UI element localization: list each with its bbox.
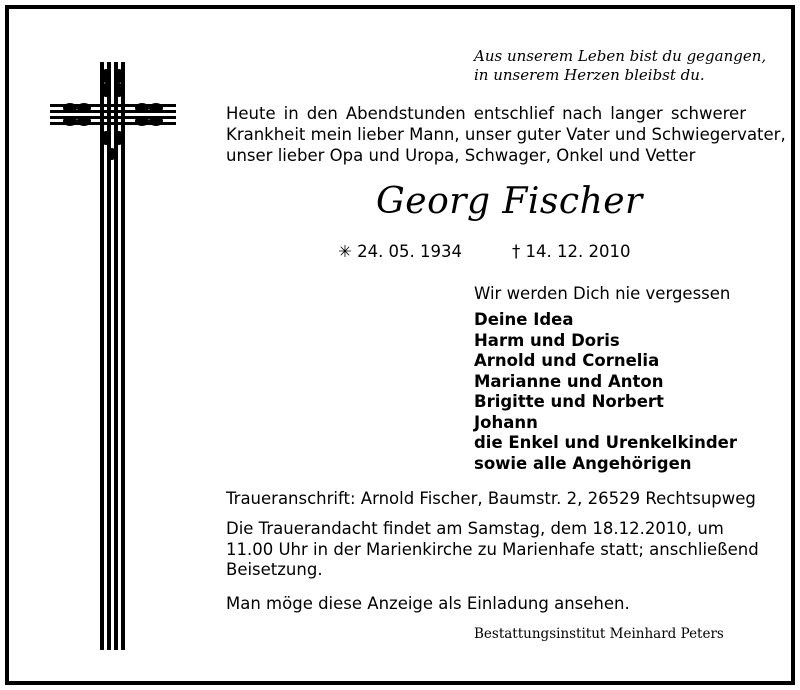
mourning-address: Traueranschrift: Arnold Fischer, Baumstr. 2, 26529 Rechtsupweg [226, 489, 756, 508]
family-member: sowie alle Angehörigen [474, 453, 692, 473]
family-list [474, 310, 737, 474]
service-line: Die Trauerandacht findet am Samstag, dem 18.12.2010, um [226, 519, 724, 538]
intro-text [226, 103, 786, 166]
service-line: 11.00 Uhr in der Marienkirche zu Marienhafe statt; anschließend [226, 539, 759, 559]
death-date: † 14. 12. 2010 [512, 242, 631, 261]
birth-date: ✳ 24. 05. 1934 [338, 242, 463, 261]
intro-line: Heute in den Abendstunden entschlief nach langer schwerer [226, 104, 746, 123]
family-member: Harm und Doris [474, 330, 620, 350]
service-info [226, 519, 759, 581]
intro-line: unser lieber Opa und Uropa, Schwager, Onkel und Vetter [226, 146, 696, 165]
undertaker-name: Bestattungsinstitut Meinhard Peters [474, 626, 724, 642]
motto-line: Aus unserem Leben bist du gegangen, [474, 47, 767, 65]
family-member: die Enkel und Urenkelkinder [474, 433, 737, 452]
family-member: Deine Idea [474, 310, 574, 329]
intro-line: Krankheit mein lieber Mann, unser guter Vater und Schwiegervater, [226, 125, 786, 144]
motto-line: in unserem Herzen bleibst du. [474, 66, 705, 84]
motto-verse [474, 47, 766, 85]
invitation-note: Man möge diese Anzeige als Einladung ansehen. [226, 594, 630, 613]
deceased-name: Georg Fischer [376, 181, 643, 222]
family-member: Brigitte und Norbert [474, 392, 664, 411]
cross-icon [50, 62, 176, 650]
family-member: Arnold und Cornelia [474, 351, 660, 370]
family-member: Johann [474, 412, 538, 432]
service-line: Beisetzung. [226, 560, 323, 579]
family-member: Marianne und Anton [474, 371, 664, 391]
mourning-phrase: Wir werden Dich nie vergessen [474, 284, 731, 303]
